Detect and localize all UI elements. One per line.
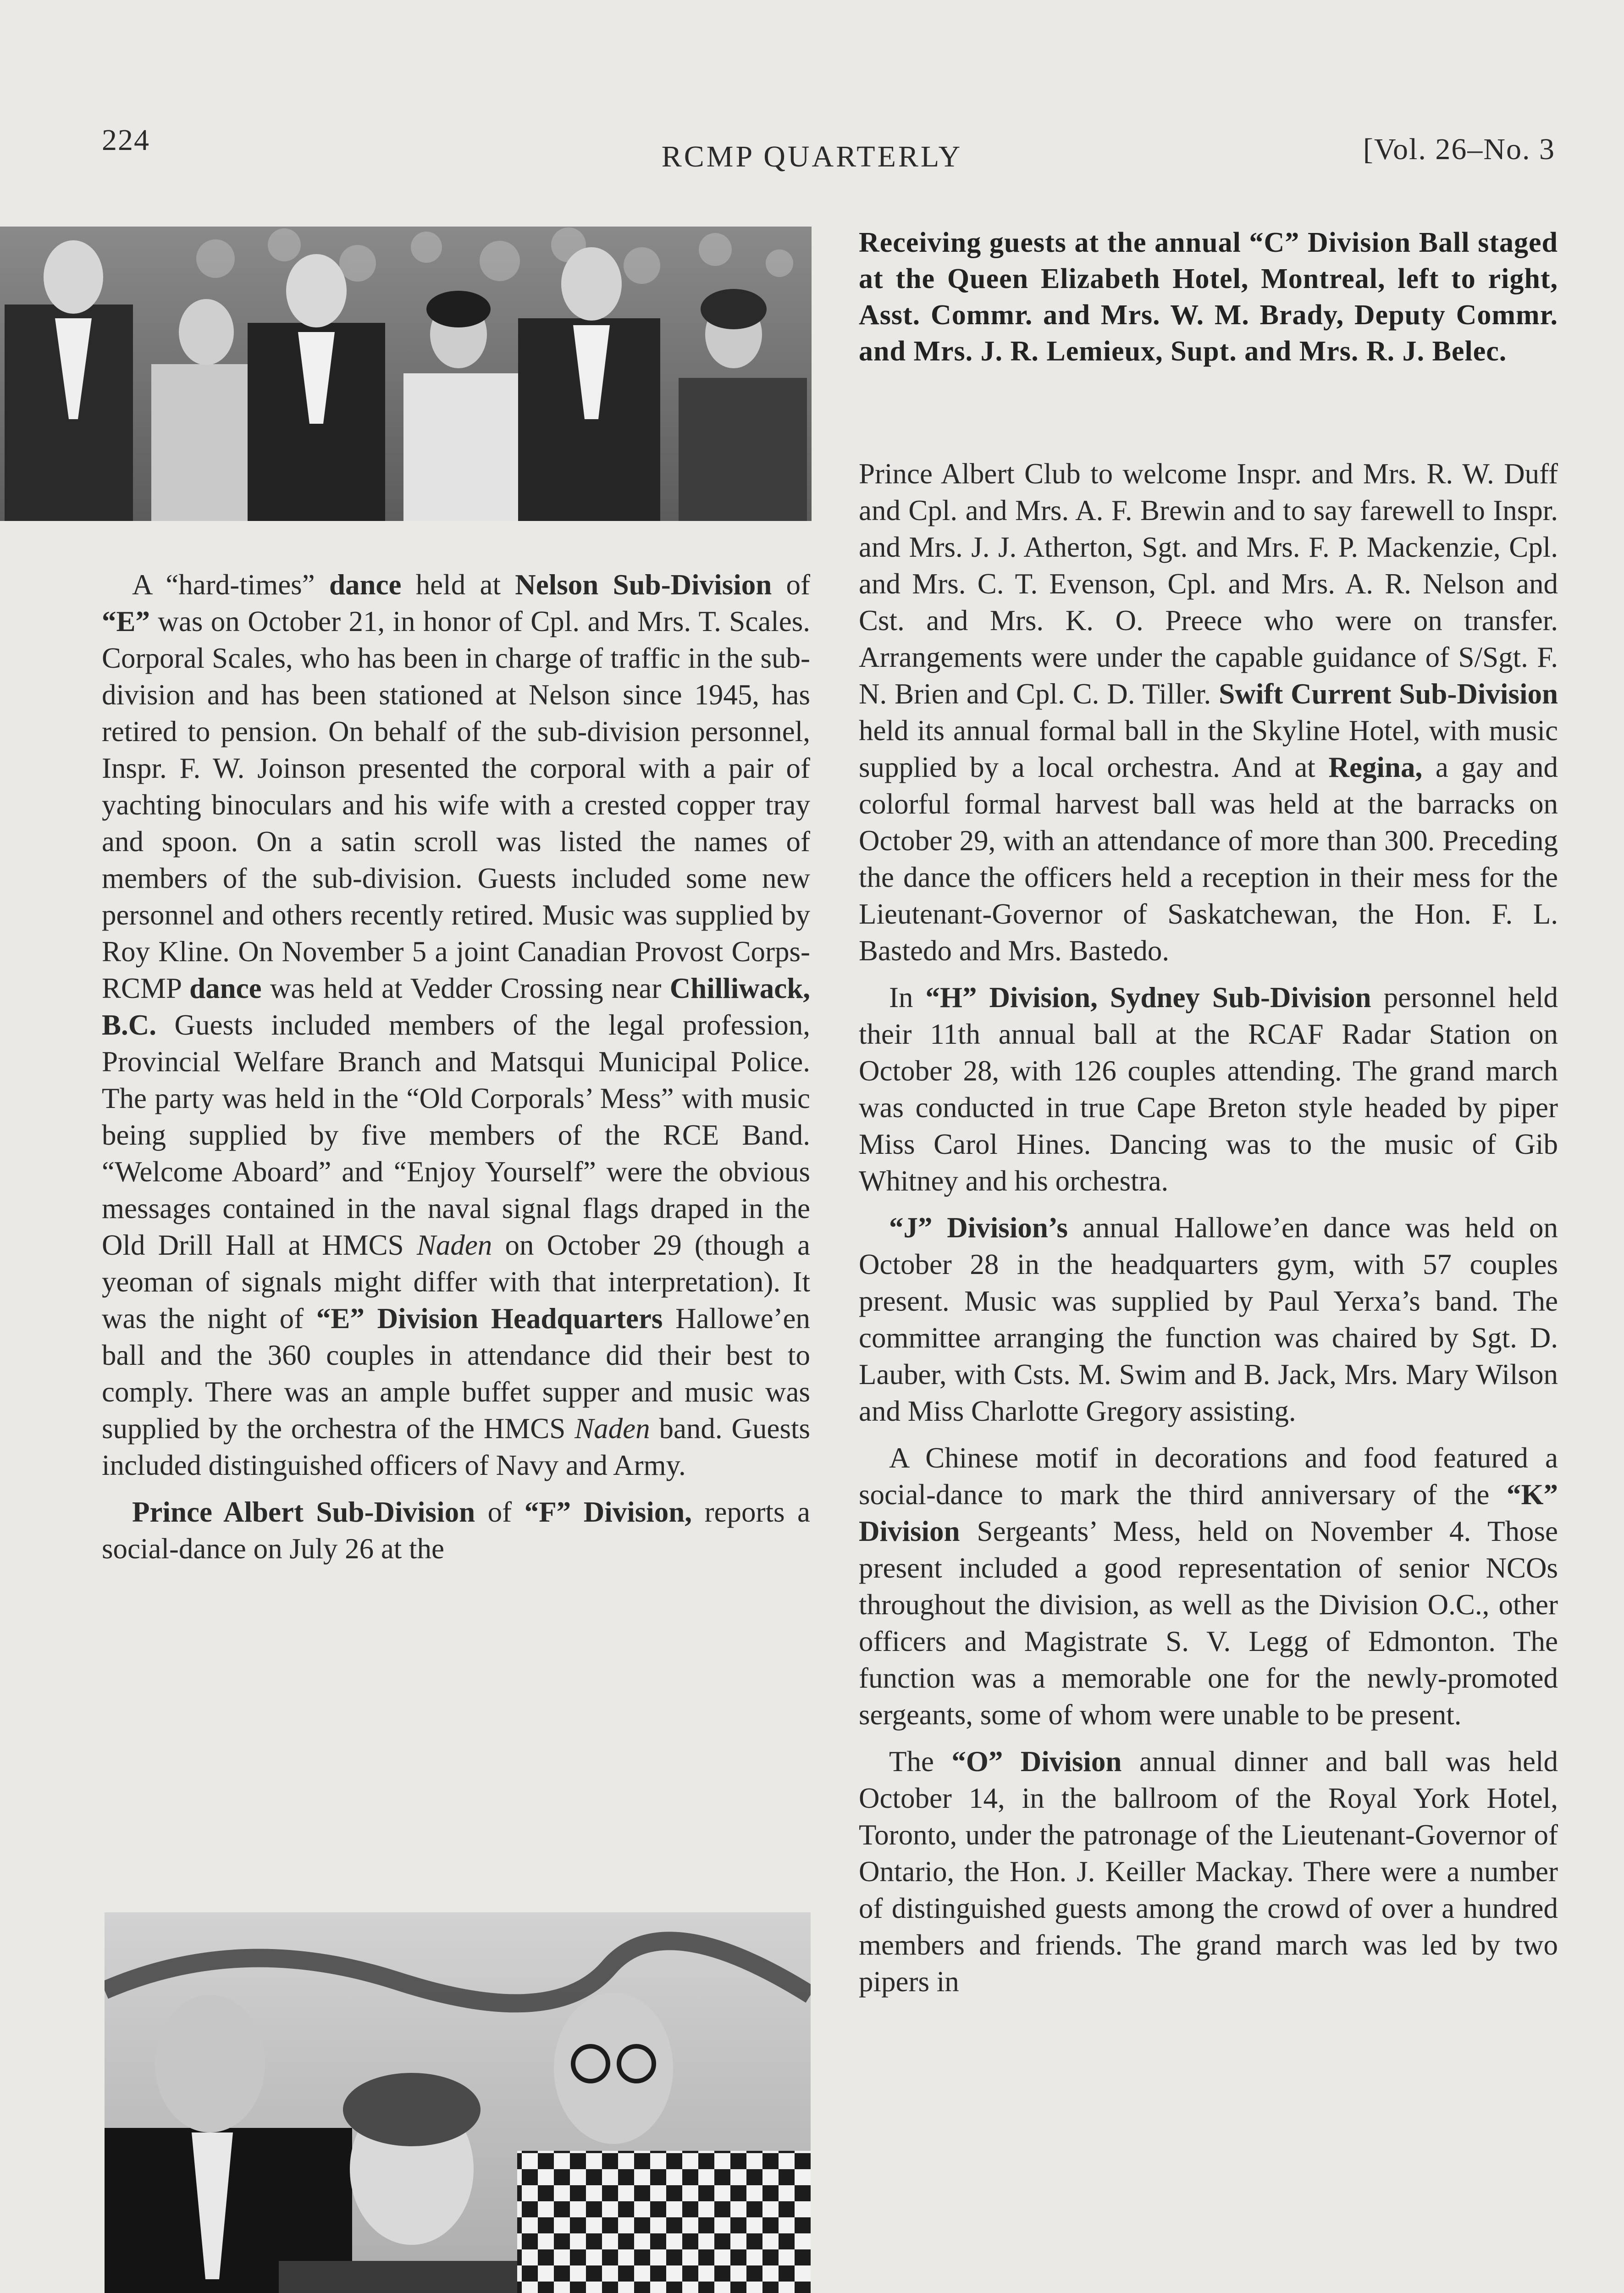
bold-run: “F” Division, xyxy=(524,1496,692,1528)
paragraph-k-division xyxy=(859,1440,1558,1733)
text-run: In xyxy=(889,981,926,1014)
italic-run: Naden xyxy=(574,1412,650,1445)
bold-run: Nelson Sub-Division xyxy=(515,569,772,601)
text-run: held at xyxy=(401,569,515,601)
text-run: held its annual formal ball in the Skyline Hotel, with music supplied by a local orchestra. And at xyxy=(859,714,1558,783)
photo-hard-times-dance xyxy=(105,1912,811,2293)
text-run: A “hard-times” xyxy=(132,569,329,601)
bold-run: Regina, xyxy=(1328,751,1423,783)
text-run: was on October 21, in honor of Cpl. and Mrs. T. Scales. Corporal Scales, who has been in charge of traffic in the sub-division and has been stationed at Nelson since 1945, has retired to pension. On behalf of the sub-division personnel, Inspr. F. W. Joinson presented the corporal with a pair of yachting binoculars and his wife with a crested copper tray and spoon. On a satin scroll was listed the names of members of the sub-division. Guests included some new personnel and others recently retired. Music was supplied by Roy Kline. On November 5 a joint Canadian Provost Corps-RCMP xyxy=(102,605,810,1004)
text-run: annual dinner and ball was held October 14, in the ballroom of the Royal York Hotel, Toronto, under the patronage of the Lieutenant-Governor of Ontario, the Hon. J. Keiller Mackay. There were a number of distinguished guests among the crowd of over a hundred members and friends. The grand march was led by two pipers in xyxy=(859,1745,1558,1998)
bold-run: Prince Albert Sub-Division xyxy=(132,1496,475,1528)
italic-run: Naden xyxy=(416,1229,492,1261)
bold-run: dance xyxy=(189,972,262,1004)
photo-hard-times-dance-image xyxy=(105,1912,811,2293)
text-run: a gay and colorful formal harvest ball was held at the barracks on October 29, with an attendance of more than 300. Preceding the dance the officers held a reception in their mess for the Lieutenant-Governor of Saskatchewan, the Hon. F. L. Bastedo and Mrs. Bastedo. xyxy=(859,751,1558,967)
text-run: was held at Vedder Crossing near xyxy=(261,972,670,1004)
text-run: on October 29 (though a yeoman of signals might differ with that interpretation). It was the night of xyxy=(102,1229,810,1335)
photo-receiving-line xyxy=(0,227,812,521)
paragraph-h-division xyxy=(859,979,1558,1199)
bold-run: “J” Division’s xyxy=(889,1212,1068,1244)
text-run: of xyxy=(475,1496,525,1528)
bold-run: “K” Division xyxy=(859,1479,1558,1547)
bold-run: Chilliwack, B.C. xyxy=(102,972,810,1041)
paragraph-nelson xyxy=(102,566,810,1484)
bold-run: “O” Division xyxy=(951,1745,1122,1778)
bold-run: “H” Division, Sydney Sub-Division xyxy=(925,981,1371,1014)
paragraph-prince-albert xyxy=(102,1494,810,1567)
text-run: of xyxy=(772,569,811,601)
paragraph-o-division xyxy=(859,1743,1558,2000)
text-run: annual Hallowe’en dance was held on October 28 in the headquarters gym, with 57 couples present. Music was supplied by Paul Yerxa’s band. The committee arranging the function was chaired by Sgt. D. Lauber, with Csts. M. Swim and B. Jack, Mrs. Mary Wilson and Miss Charlotte Gregory assisting. xyxy=(859,1212,1558,1427)
text-run: Prince Albert Club to welcome Inspr. and Mrs. R. W. Duff and Cpl. and Mrs. A. F. Brewin and to say farewell to Inspr. and Mrs. J. J. Atherton, Sgt. and Mrs. F. P. Mackenzie, Cpl. and Mrs. C. T. Evenson, Cpl. and Mrs. A. R. Nelson and Cst. and Mrs. K. O. Preece who were on transfer. Arrangements were under the capable guidance of S/Sgt. F. N. Brien and Cpl. C. D. Tiller. xyxy=(859,458,1558,710)
volume-issue: [Vol. 26–No. 3 xyxy=(1363,133,1555,166)
photo-receiving-line-image xyxy=(0,227,812,521)
page-number: 224 xyxy=(102,123,150,157)
paragraph-prince-albert-continued xyxy=(859,455,1558,969)
text-run: Guests included members of the legal profession, Provincial Welfare Branch and Matsqui Municipal Police. The party was held in the “Old Corporals’ Mess” with music being supplied by five members of the RCE Band. “Welcome Aboard” and “Enjoy Yourself” were the obvious messages contained in the naval signal flags draped in the Old Drill Hall at HMCS xyxy=(102,1009,810,1261)
bold-run: dance xyxy=(329,569,402,601)
text-run: band. Guests included distinguished officers of Navy and Army. xyxy=(102,1412,810,1481)
text-run: Hallowe’en ball and the 360 couples in attendance did their best to comply. There was an ample buffet supper and music was supplied by the orchestra of the HMCS xyxy=(102,1302,810,1445)
paragraph-j-division xyxy=(859,1209,1558,1429)
text-run: Sergeants’ Mess, held on November 4. Those present included a good representation of senior NCOs throughout the division, as well as the Division O.C., other officers and Magistrate S. V. Legg of Edmonton. The function was a memorable one for the newly-promoted sergeants, some of whom were unable to be present. xyxy=(859,1515,1558,1731)
caption-receiving-line: Receiving guests at the annual “C” Division Ball staged at the Queen Elizabeth Hotel, Montreal, left to right, Asst. Commr. and Mrs. W. M. Brady, Deputy Commr. and Mrs. J. R. Lemieux, Supt. and Mrs. R. J. Belec. xyxy=(859,227,1558,367)
text-run: reports a social-dance on July 26 at the xyxy=(102,1496,811,1565)
bold-run: “E” Division Headquarters xyxy=(316,1302,663,1335)
left-column xyxy=(102,566,810,1577)
running-title: RCMP QUARTERLY xyxy=(661,140,963,173)
text-run: The xyxy=(889,1745,952,1778)
bold-run: Swift Current Sub-Division xyxy=(1219,678,1558,710)
right-column xyxy=(859,455,1558,2010)
text-run: personnel held their 11th annual ball at the RCAF Radar Station on October 28, with 126 couples attending. The grand march was conducted in true Cape Breton style headed by piper Miss Carol Hines. Dancing was to the music of Gib Whitney and his orchestra. xyxy=(859,981,1558,1197)
running-header xyxy=(0,123,1624,178)
bold-run: “E” xyxy=(102,605,150,637)
text-run: A Chinese motif in decorations and food featured a social-dance to mark the third anniversary of the xyxy=(859,1442,1558,1511)
